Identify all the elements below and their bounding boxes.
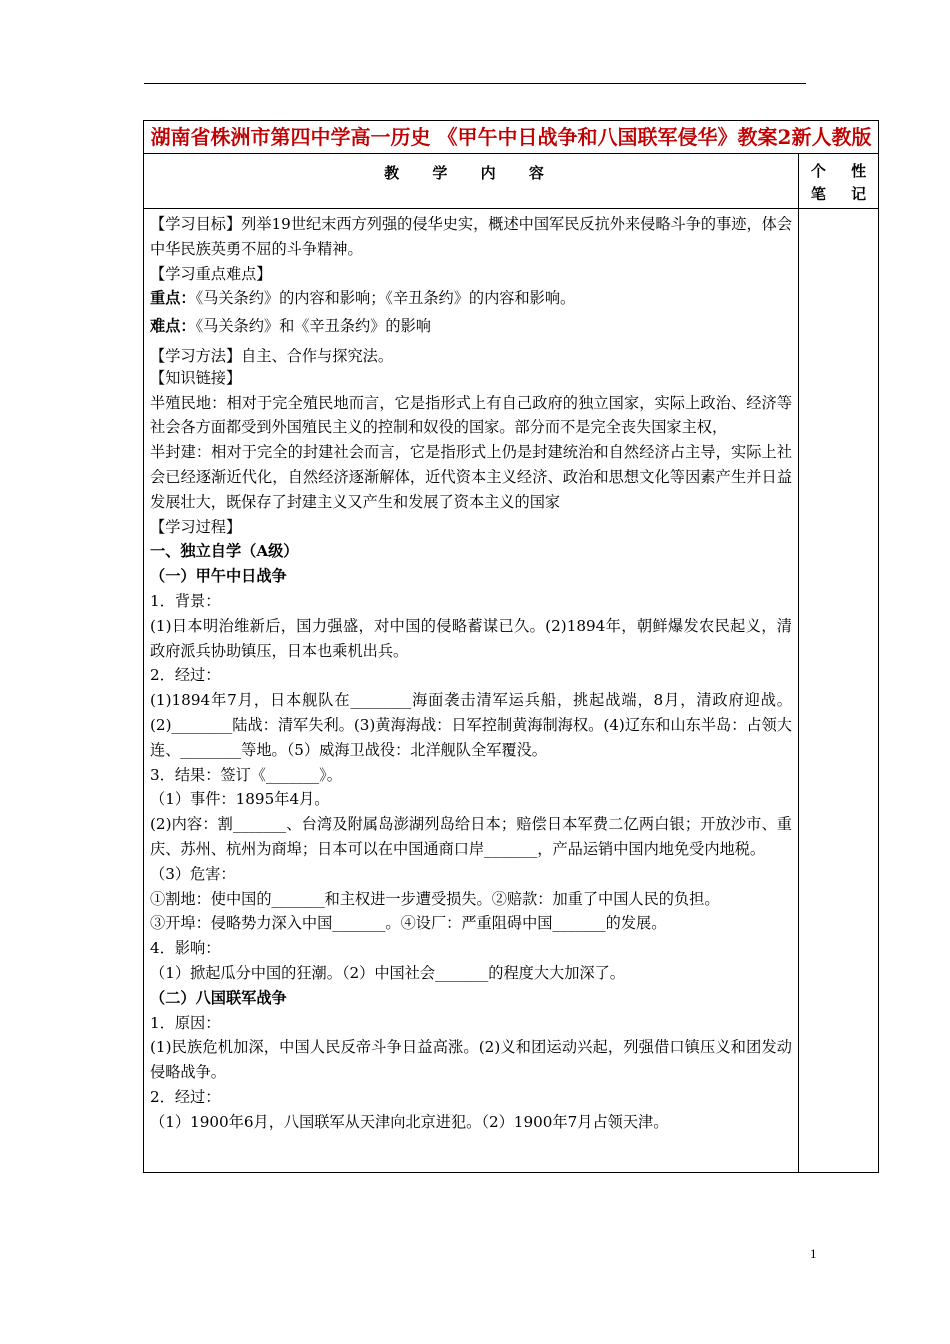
harm-line-2: ③开埠：侵略势力深入中国_______。④设厂：严重阻碍中国_______的发展。 <box>150 914 667 933</box>
course-label: 2．经过： <box>150 666 221 685</box>
lesson-plan-table <box>143 120 879 1173</box>
notes-header-line1: 个 性 <box>810 162 877 180</box>
key-text: 《马关条约》的内容和影响；《辛丑条约》的内容和影响。 <box>195 289 576 308</box>
semi-colonial-definition: 半殖民地：相对于完全殖民地而言，它是指形式上有自己政府的独立国家，实际上政治、经济等社会各方面都受到外国殖民主义的控制和奴役的国家。部分而不是完全丧失国家主权， <box>150 393 792 437</box>
impact-label: 4．影响： <box>150 939 221 958</box>
lesson-content <box>144 209 799 1173</box>
key-points <box>150 286 792 311</box>
treaty-contents: (2)内容：割_______、台湾及附属岛澎湖列岛给日本；赔偿日本军费二亿两白银；开放沙市、重庆、苏州、杭州为商埠；日本可以在中国通商口岸_______，产品运销中国内地免受内地税。 <box>150 815 792 858</box>
subsection-sino-japanese-war: （一）甲午中日战争 <box>150 567 287 586</box>
learning-method: 【学习方法】自主、合作与探究法。 <box>150 346 393 365</box>
diff-text: 《马关条约》和《辛丑条约》的影响 <box>195 317 431 336</box>
key-points-heading: 【学习重点难点】 <box>150 264 272 283</box>
course2-label: 2．经过： <box>150 1087 221 1106</box>
page-number: 1 <box>810 1246 817 1261</box>
notes-column <box>799 209 879 1173</box>
difficult-points <box>150 314 792 339</box>
subsection-eight-nation-war: （二）八国联军战争 <box>150 988 287 1007</box>
key-label: 重点： <box>150 289 196 308</box>
semi-feudal-definition: 半封建：相对于完全的封建社会而言，它是指形式上仍是封建统治和自然经济占主导，实际上社会已经逐渐近代化，自然经济逐渐解体，近代资本主义经济、政治和思想文化等因素产生并日益发展壮大，既保存了封建主义又产生和发展了资本主义的国家 <box>150 443 792 511</box>
notes-column-header <box>799 154 879 209</box>
harm-label: （3）危害： <box>150 864 236 883</box>
impact-text: （1）掀起瓜分中国的狂潮。（2）中国社会_______的程度大大加深了。 <box>150 963 625 982</box>
section-self-study: 一、独立自学（A级） <box>150 542 299 561</box>
diff-label: 难点： <box>150 317 196 336</box>
background-label: 1．背景： <box>150 591 221 610</box>
document-title: 湖南省株洲市第四中学高一历史 《甲午中日战争和八国联军侵华》教案2新人教版 <box>144 121 879 154</box>
treaty-event: （1）事件：1895年4月。 <box>150 790 330 809</box>
learning-process-heading: 【学习过程】 <box>150 517 242 536</box>
content-column-header: 教 学 内 容 <box>144 154 799 209</box>
learning-goal: 【学习目标】列举19世纪末西方列强的侵华史实，概述中国军民反抗外来侵略斗争的事迹，体会中华民族英勇不屈的斗争精神。 <box>150 215 793 258</box>
header-rule <box>144 83 806 84</box>
course-text: (1)1894年7月，日本舰队在________海面袭击清军运兵船，挑起战端，8月，清政府迎战。(2)________陆战：清军失利。(3)黄海海战：日军控制黄海制海权。(4)辽东和山东半岛：占领大连、________等地。（5）威海卫战役：北洋舰队全军覆没。 <box>150 691 792 759</box>
notes-header-line2: 笔 记 <box>810 185 877 203</box>
course2-text: （1）1900年6月，八国联军从天津向北京进犯。（2）1900年7月占领天津。 <box>150 1112 669 1131</box>
harm-line-1: ①割地：使中国的_______和主权进一步遭受损失。②赔款：加重了中国人民的负担。 <box>150 889 720 908</box>
cause-text: (1)民族危机加深，中国人民反帝斗争日益高涨。(2)义和团运动兴起，列强借口镇压义和团发动侵略战争。 <box>150 1038 792 1082</box>
background-text: (1)日本明治维新后，国力强盛，对中国的侵略蓄谋已久。(2)1894年，朝鲜爆发农民起义，清政府派兵协助镇压，日本也乘机出兵。 <box>150 616 792 660</box>
knowledge-link-heading: 【知识链接】 <box>150 368 242 387</box>
cause-label: 1．原因： <box>150 1013 221 1032</box>
result-label: 3．结果：签订《_______》。 <box>150 765 342 784</box>
